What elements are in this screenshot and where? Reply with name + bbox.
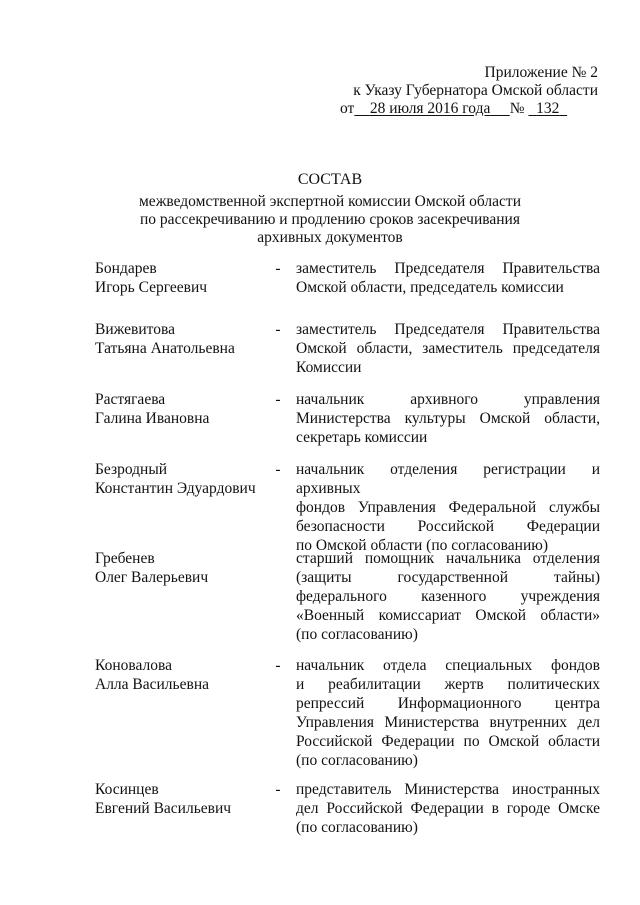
member-position: начальник отдела специальных фондов и реабилитации жертв политических репрессий Информационного центра Управления Министерства внутренних дел Российской Федерации по Омской области (по согласованию) — [296, 657, 600, 769]
dash: - — [275, 461, 281, 478]
from-prefix: от — [340, 100, 355, 117]
dash: - — [275, 781, 281, 798]
member-entry — [95, 390, 600, 447]
member-entry — [95, 460, 600, 555]
decree-reference: к Указу Губернатора Омской области — [353, 82, 598, 99]
member-entry — [95, 549, 600, 644]
member-name: Безродный Константин Эдуардович — [95, 461, 256, 497]
document-title — [60, 171, 600, 247]
appendix-header — [340, 64, 598, 118]
dash: - — [275, 657, 281, 674]
title-line-2: по рассекречиванию и продлению сроков засекречивания — [140, 211, 520, 228]
dash: - — [275, 260, 281, 277]
member-entry — [95, 780, 600, 837]
dash: - — [275, 321, 281, 338]
member-entry — [95, 656, 600, 770]
member-name: Гребенев Олег Валерьевич — [95, 550, 209, 586]
title-line-3: архивных документов — [257, 229, 403, 246]
member-position: заместитель Председателя Правительства Омской области, председатель комиссии — [296, 260, 600, 296]
decree-number: 132 — [536, 100, 560, 117]
decree-date-line — [340, 100, 598, 118]
dash: - — [275, 391, 281, 408]
member-position: начальник архивного управления Министерства культуры Омской области, секретарь комиссии — [296, 391, 600, 446]
member-name: Коновалова Алла Васильевна — [95, 657, 209, 693]
number-prefix: № — [509, 100, 525, 117]
title-line-1: межведомственной экспертной комиссии Омской области — [139, 193, 521, 210]
decree-date: 28 июля 2016 года — [369, 100, 491, 117]
member-name: Вижевитова Татьяна Анатольевна — [95, 321, 235, 357]
member-entry — [95, 259, 600, 321]
member-position: начальник отделения регистрации и архивных фондов Управления Федеральной службы безопасности Российской Федерации по Омской области (по согласованию) — [296, 461, 600, 554]
member-position: представитель Министерства иностранных дел Российской Федерации в городе Омске (по согласованию) — [296, 781, 600, 836]
member-name: Бондарев Игорь Сергеевич — [95, 260, 208, 296]
member-name: Косинцев Евгений Васильевич — [95, 781, 232, 817]
members-list — [95, 259, 600, 836]
title-heading: СОСТАВ — [297, 171, 363, 188]
appendix-number: Приложение № 2 — [484, 64, 598, 81]
member-position: старший помощник начальника отделения (защиты государственной тайны) федерального казенного учреждения «Военный комиссариат Омской области» (по согласованию) — [296, 550, 600, 643]
member-position: заместитель Председателя Правительства Омской области, заместитель председателя Комиссии — [296, 321, 600, 376]
member-entry — [95, 320, 600, 377]
member-name: Растягаева Галина Ивановна — [95, 391, 210, 427]
